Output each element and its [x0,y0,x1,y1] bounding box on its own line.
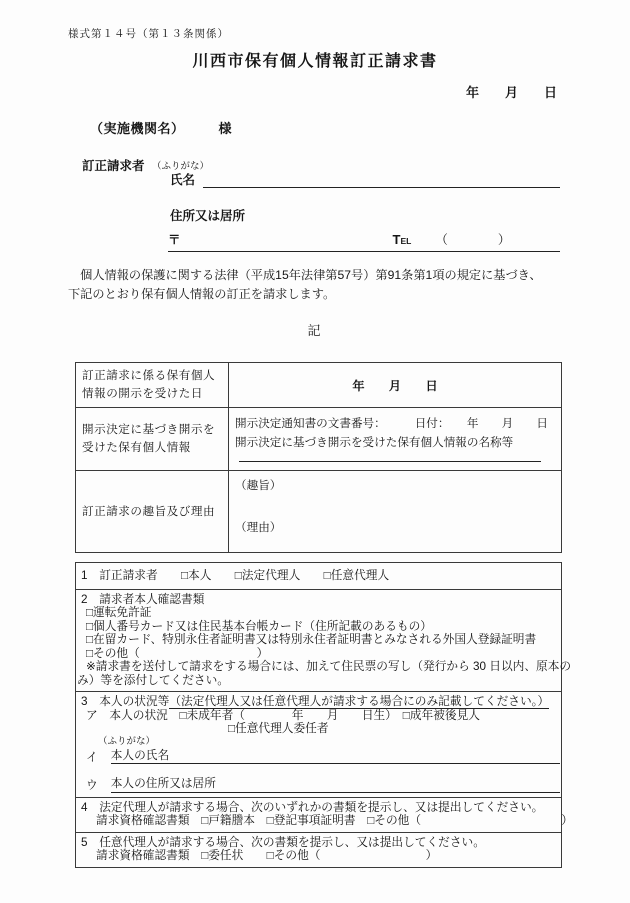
checkbox-line-other-id: □その他（ ） [86,646,269,660]
disclosed-info-name-line: 開示決定に基づき開示を受けた保有個人情報の名称等 [235,436,514,449]
law-paragraph [68,266,542,304]
requester-type-options-line: 1 訂正請求者 □本人 □法定代理人 □任意代理人 [81,569,390,582]
item-u-label: ウ [86,779,98,792]
checkbox-line-drivers-license: □運転免許証 [86,606,152,619]
furigana-label: （ふりがな） [152,161,210,172]
principal-address-label: 本人の住所又は居所 [111,777,216,793]
name-label: 氏名 [170,173,196,187]
form-number: 様式第１４号（第１３条関係） [68,29,229,40]
checklist-table [75,562,573,868]
row-disclosure-date-label: 訂正請求に係る保有個人情報の開示を受けた日 [76,363,229,407]
phone-paren: （ ） [435,233,511,247]
postal-tel-row [168,230,560,252]
section-2-heading: 2 請求者本人確認書類 [81,592,205,606]
section-4-legal-agent-documents [76,797,573,832]
status-options-line: ア 本人の状況 □未成年者（ 年 月 日生） □成年被後見人 [86,708,480,722]
principal-address-row [76,777,561,793]
page-title: 川西市保有個人情報訂正請求書 [192,53,438,70]
note-ki: 記 [307,323,323,338]
legal-agent-doc-options-line: 請求資格確認書類 □戸籍謄本 □登記事項証明書 □その他（ ） [96,814,573,827]
section-4-heading: 4 法定代理人が請求する場合、次のいずれかの書類を提示し、又は提出してください。 [81,800,544,814]
requester-label: 訂正請求者 [82,159,145,173]
section-5-heading: 5 任意代理人が請求する場合、次の書類を提示し、又は提出してください。 [81,835,485,849]
doc-number-date-line: 開示決定通知書の文書番号： 日付： 年 月 日 [235,417,549,430]
row-purpose-reason-value [229,471,561,552]
address-label: 住所又は居所 [170,209,246,223]
section-5-voluntary-agent-documents [76,832,561,867]
law-line-2: 下記のとおり保有個人情報の訂正を請求します。 [68,287,336,301]
mail-note-line-2: み）等を添付してください。 [77,673,229,687]
agency-line: （実施機関名） 様 [90,121,233,136]
tel-label: TEL [392,232,412,247]
row-disclosed-info-label: 開示決定に基づき開示を受けた保有個人情報 [76,408,229,470]
row-disclosure-date-value: 年 月 日 [352,378,438,393]
row-disclosure-date [76,363,561,407]
section-3-heading: 3 本人の状況等（法定代理人又は任意代理人が請求する場合にのみ記載してください。） [81,695,550,708]
principal-name-label: 本人の氏名 [111,749,169,765]
disclosed-info-write-line [239,454,541,462]
checkbox-line-residence-card: □在留カード、特別永住者証明書又は特別永住者証明書とみなされる外国人登録証明書 [86,633,537,646]
section-2-identity-documents [76,589,572,692]
item-i-label: イ [86,750,98,764]
checkbox-line-voluntary-agent-delegator: □任意代理人委任者 [228,722,329,735]
section-1-requester-type [76,563,561,589]
checkbox-line-mynumber-card: □個人番号カード又は住民基本台帳カード（住所記載のあるもの） [86,619,432,633]
postal-mark-icon: 〒 [168,233,181,247]
mail-note-line-1: ※請求書を送付して請求をする場合には、加えて住民票の写し（発行から 30 日以内、原本の [86,660,572,673]
request-info-table [75,362,562,553]
law-line-1: 個人情報の保護に関する法律（平成15年法律第57号）第91条第1項の規定に基づき、 [68,268,542,282]
section-3-principal-status [76,691,561,797]
name-write-line [203,172,560,188]
principal-name-write-line [169,750,560,764]
name-field-row [170,170,560,188]
section-3-heading-underlined: （法定代理人又は任意代理人が請求する場合にのみ記載してください。） [169,695,550,708]
furigana-label-s3: （ふりがな） [98,735,156,747]
row-disclosed-info [76,407,561,470]
purpose-label: （趣旨） [235,479,282,492]
voluntary-agent-doc-options-line: 請求資格確認書類 □委任状 □その他（ ） [96,849,438,862]
row-purpose-reason [76,470,561,552]
row-purpose-reason-label: 訂正請求の趣旨及び理由 [76,471,229,552]
date-line: 年 月 日 [465,85,557,100]
reason-label: （理由） [235,521,282,534]
row-disclosed-info-value [229,408,561,470]
principal-name-row [76,749,561,765]
principal-address-write-line [216,779,560,793]
